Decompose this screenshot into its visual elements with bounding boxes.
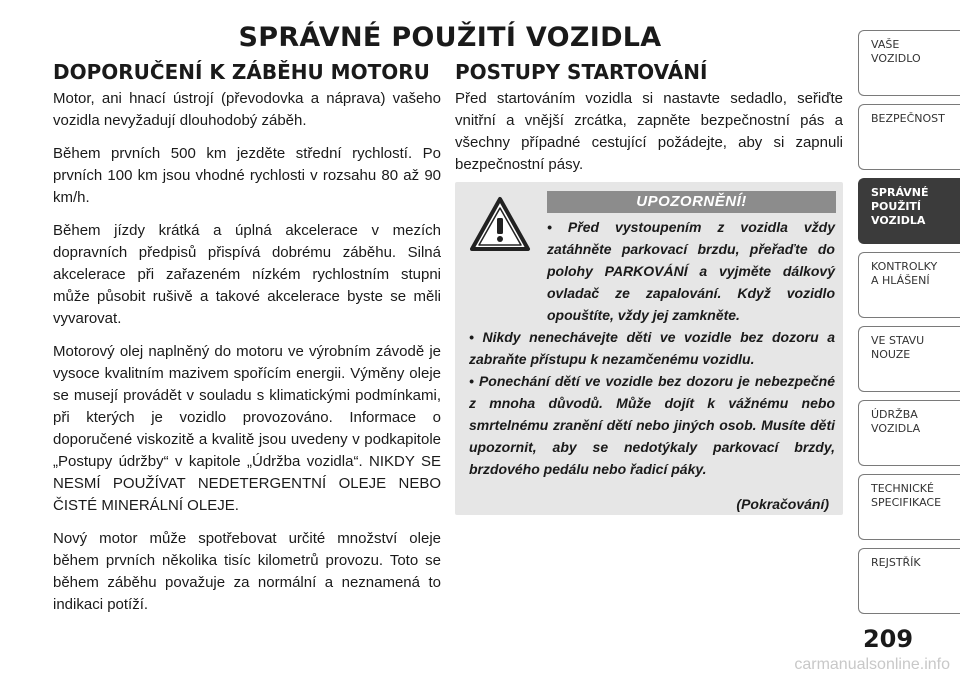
page-title: SPRÁVNÉ POUŽITÍ VOZIDLA — [238, 22, 662, 53]
sidebar-tab-vase-vozidlo[interactable]: VAŠE VOZIDLO — [858, 30, 960, 96]
warning-item: • Ponechání dětí ve vozidle bez dozoru je nebezpečné z mnoha důvodů. Může dojít k vážnému nebo smrtelnému zranění dětí nebo jiných osob. Musíte děti upozornit, aby se nedotýkaly parkovací brzdy, brzdového pedálu nebo řadicí páky. — [469, 373, 835, 477]
continuation-note: (Pokračování) — [736, 496, 829, 512]
paragraph: Motor, ani hnací ústrojí (převodovka a náprava) vašeho vozidla nevyžadují dlouhodobý záběh. — [53, 90, 441, 129]
section-heading-break-in: DOPORUČENÍ K ZÁBĚHU MOTORU — [53, 60, 430, 84]
warning-box — [455, 182, 843, 515]
sidebar-tab-spravne-pouziti[interactable]: SPRÁVNÉ POUŽITÍ VOZIDLA — [858, 178, 960, 244]
sidebar-tab-nouze[interactable]: VE STAVU NOUZE — [858, 326, 960, 392]
warning-text — [469, 216, 835, 480]
warning-item: • Před vystoupením z vozidla vždy zatáhněte parkovací brzdu, přeřaďte do polohy PARKOVÁNÍ a vyjměte dálkový ovladač ze zapalování. Když vozidlo opouštíte, vždy jej zamkněte. — [547, 219, 835, 323]
paragraph: Během prvních 500 km jezděte střední rychlostí. Po prvních 100 km jsou vhodné rychlosti v rozsahu 80 až 90 km/h. — [53, 145, 441, 206]
sidebar-tab-bezpecnost[interactable]: BEZPEČNOST — [858, 104, 960, 170]
left-column — [53, 60, 441, 627]
right-column — [455, 60, 843, 187]
sidebar-tab-udrzba[interactable]: ÚDRŽBA VOZIDLA — [858, 400, 960, 466]
sidebar-tab-kontrolky[interactable]: KONTROLKY A HLÁŠENÍ — [858, 252, 960, 318]
sidebar-tab-rejstrik[interactable]: REJSTŘÍK — [858, 548, 960, 614]
paragraph: Během jízdy krátká a úplná akcelerace v mezích dopravních předpisů přispívá dobrému záběhu. Silná akcelerace při zařazeném nízkém rychlostním stupni může působit rušivě a takové akcelerace byste se měli vyvarovat. — [53, 222, 441, 327]
section-heading-starting: POSTUPY STARTOVÁNÍ — [455, 60, 708, 84]
sidebar-tab-specifikace[interactable]: TECHNICKÉ SPECIFIKACE — [858, 474, 960, 540]
warning-item: • Nikdy nenechávejte děti ve vozidle bez dozoru a zabraňte přístupu k nezamčenému vozidlu. — [469, 329, 835, 367]
warning-title: UPOZORNĚNÍ! — [547, 191, 836, 213]
page-number: 209 — [862, 625, 914, 653]
paragraph: Před startováním vozidla si nastavte sedadlo, seřiďte vnitřní a vnější zrcátka, zapněte bezpečnostní pás a všechny případné cestující požádejte, aby si zapnuli bezpečnostní pásy. — [455, 90, 843, 173]
paragraph: Motorový olej naplněný do motoru ve výrobním závodě je vysoce kvalitním mazivem spořícím energii. Výměny oleje se musejí provádět v souladu s klimatickými podmínkami, při kterých je vozidlo provozováno. Informace o doporučené viskozitě a kvalitě jsou uvedeny v podkapitole „Postupy údržby“ v kapitole „Údržba vozidla“. NIKDY SE NESMÍ POUŽÍVAT NEDETERGENTNÍ OLEJE NEBO ČISTÉ MINERÁLNÍ OLEJE. — [53, 343, 441, 514]
watermark: carmanualsonline.info — [794, 656, 950, 673]
paragraph: Nový motor může spotřebovat určité množství oleje během prvních několika tisíc kilometrů provozu. Toto se během záběhu považuje za normální a neznamená to indikaci potíží. — [53, 530, 441, 613]
